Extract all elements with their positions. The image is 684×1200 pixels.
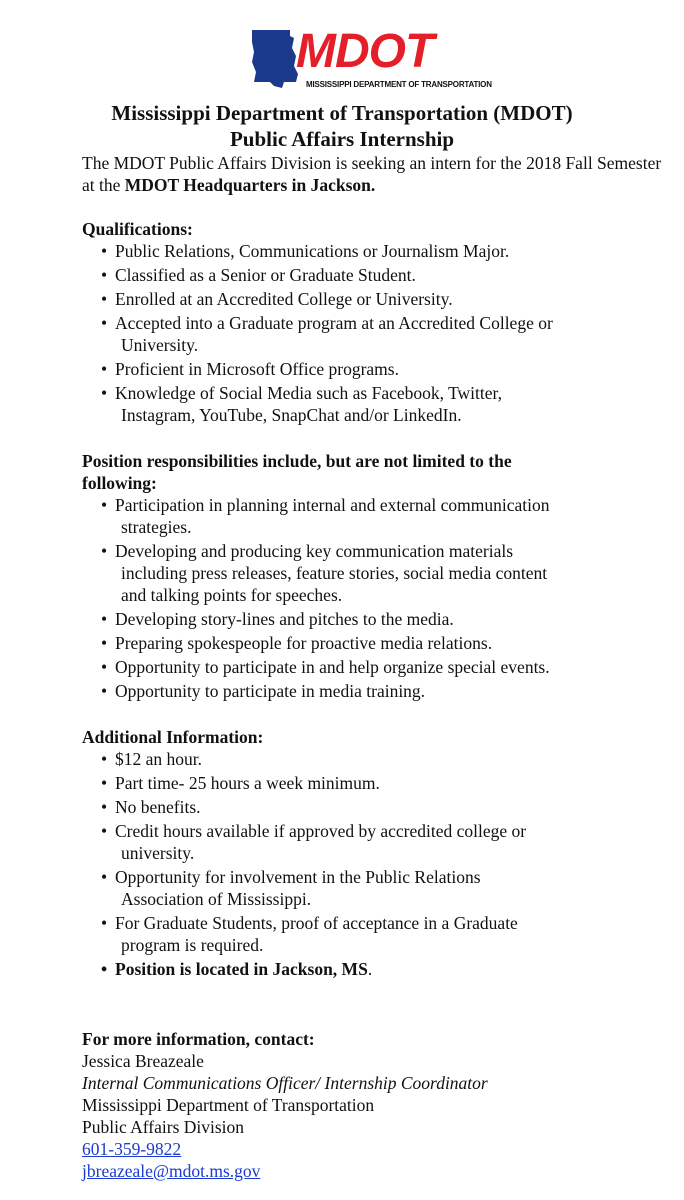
intro-text: The MDOT Public Affairs Division is seeking an intern for the 2018 Fall Semester at the [82,153,662,195]
additional-heading: Additional Information: [82,727,264,747]
list-item: • Public Relations, Communications or Journalism Major. [101,241,510,261]
contact-heading: For more information, contact: [82,1029,315,1049]
contact-org: Mississippi Department of Transportation [82,1095,375,1115]
list-item: • Enrolled at an Accredited College or University. [101,289,453,309]
qualifications-heading: Qualifications: [82,219,193,239]
list-item: • No benefits. [101,797,201,817]
logo-wordmark: MDOT [296,25,434,78]
intro-paragraph [82,152,662,196]
posting-body [82,152,662,1182]
list-item: • Credit hours available if approved by accredited college or university. [101,821,527,863]
list-item: • Proficient in Microsoft Office programs. [101,359,399,379]
responsibilities-heading: Position responsibilities include, but are not limited to the following: [82,451,512,493]
list-item: • Part time- 25 hours a week minimum. [101,773,380,793]
page-title: Mississippi Department of Transportation (MDOT) [111,101,573,125]
list-item: • Opportunity to participate in media training. [101,681,426,701]
list-item: • Participation in planning internal and external communication strategies. [101,495,550,537]
logo-subtitle: MISSISSIPPI DEPARTMENT OF TRANSPORTATION [306,80,492,89]
page-subtitle: Public Affairs Internship [229,127,455,151]
contact-name: Jessica Breazeale [82,1051,204,1071]
phone-link[interactable]: 601-359-9822 [82,1139,182,1159]
list-item: • Knowledge of Social Media such as Facebook, Twitter, Instagram, YouTube, SnapChat and/or LinkedIn. [101,383,503,425]
intro-location: MDOT Headquarters in Jackson. [124,175,376,195]
responsibilities-list [82,494,662,702]
mdot-logo [246,24,492,96]
list-item: • $12 an hour. [101,749,203,769]
list-item: • Preparing spokespeople for proactive media relations. [101,633,493,653]
qualifications-list [82,240,662,426]
contact-role: Internal Communications Officer/ Internship Coordinator [82,1073,488,1093]
contact-division: Public Affairs Division [82,1117,245,1137]
list-item: • Developing story-lines and pitches to the media. [101,609,454,629]
additional-list [82,748,662,980]
email-link[interactable]: jbreazeale@mdot.ms.gov [82,1161,261,1181]
list-item: • For Graduate Students, proof of acceptance in a Graduate program is required. [101,913,518,955]
list-item: • Classified as a Senior or Graduate Student. [101,265,416,285]
list-item: • Opportunity to participate in and help organize special events. [101,657,550,677]
location-note: Position is located in Jackson, MS [115,959,368,979]
list-item: • Opportunity for involvement in the Public Relations Association of Mississippi. [101,867,481,909]
list-item: • Developing and producing key communication materials including press releases, feature stories, social media content and talking points for speeches. [101,541,548,605]
list-item: • Position is located in Jackson, MS. [101,959,373,979]
list-item: • Accepted into a Graduate program at an Accredited College or University. [101,313,553,355]
